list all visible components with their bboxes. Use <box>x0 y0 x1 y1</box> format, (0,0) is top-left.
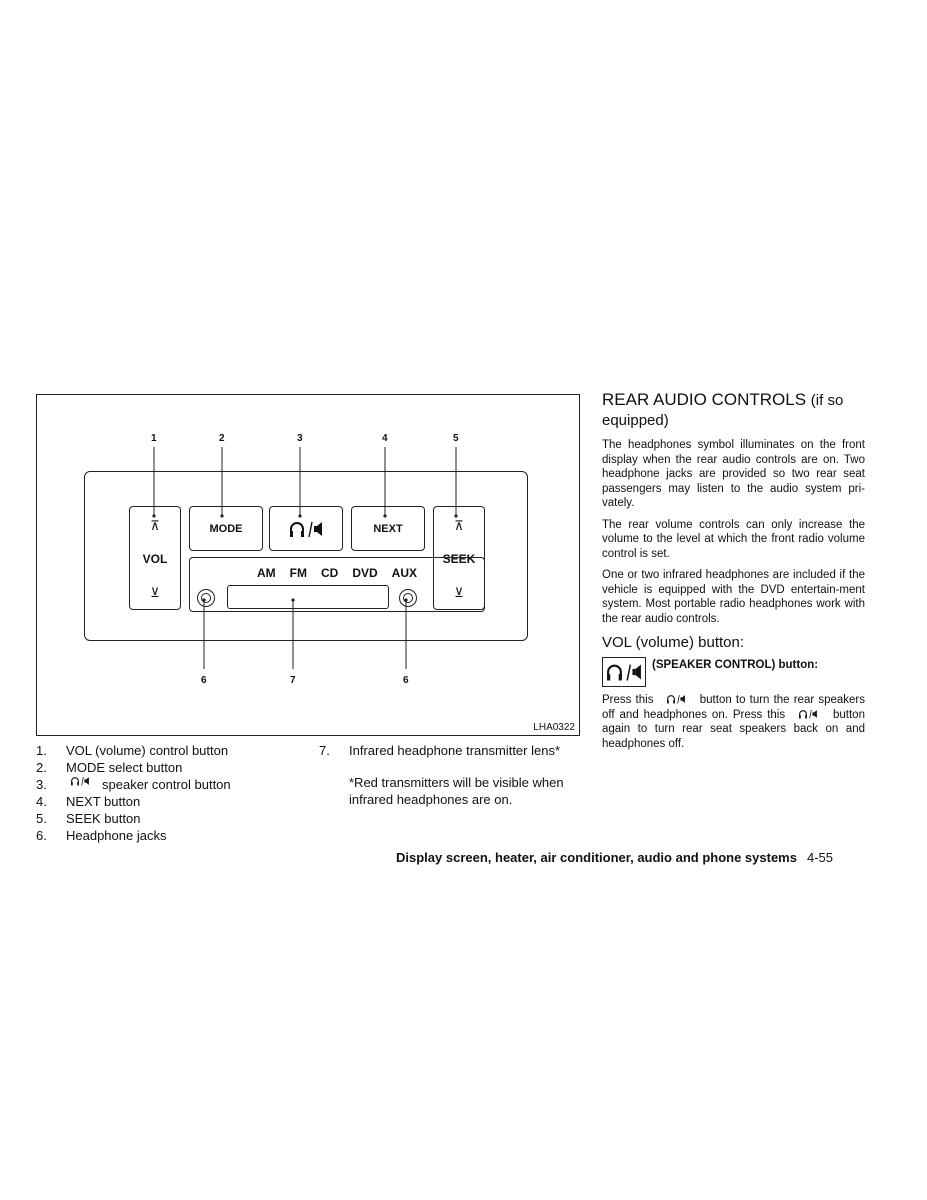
list-item: 6. Headphone jacks <box>36 828 167 843</box>
headphone-speaker-icon <box>666 694 686 704</box>
list-item: 3. speaker control button <box>36 777 231 792</box>
headphone-speaker-icon <box>70 776 90 786</box>
mode-label: MODE <box>209 522 243 535</box>
legend-list-left <box>36 742 231 844</box>
page-footer <box>396 850 833 865</box>
page-number: 4-55 <box>806 850 833 865</box>
headphone-speaker-icon <box>606 662 642 682</box>
legend-list-right <box>319 742 560 759</box>
speaker-paragraph: Press this button to turn the rear speakers off and headphones on. Press this button again to turn rear seat speakers back on and headphones off. <box>602 694 865 750</box>
callout-7: 7 <box>290 675 296 686</box>
headphone-speaker-icon <box>798 709 818 719</box>
paragraph: The headphones symbol illuminates on the front display when the rear audio controls are on. Two headphone jacks are provided so two rear seat passengers may listen to the audio system pri-vately. <box>602 439 865 509</box>
callout-2: 2 <box>219 433 225 444</box>
footer-section-title: Display screen, heater, air conditioner, audio and phone systems <box>396 850 797 865</box>
callout-1: 1 <box>151 433 157 444</box>
list-item: 2. MODE select button <box>36 760 183 775</box>
display-area <box>189 557 485 612</box>
list-item: 7. Infrared headphone transmitter lens* <box>319 743 561 758</box>
next-label: NEXT <box>373 522 403 535</box>
mode-am: AM <box>256 566 276 580</box>
mode-dvd: DVD <box>352 566 378 580</box>
speaker-heading: (SPEAKER CONTROL) button: <box>652 659 819 671</box>
vol-heading: VOL (volume) button: <box>602 634 745 651</box>
transmitter-note: *Red transmitters will be visible when infrared headphones are on. <box>349 775 564 807</box>
seek-label: SEEK <box>442 552 476 566</box>
speaker-control-button[interactable] <box>269 506 343 551</box>
mode-aux: AUX <box>391 566 418 580</box>
vol-label: VOL <box>142 552 168 566</box>
rear-audio-controls-figure <box>36 394 580 736</box>
figure-code: LHA0322 <box>533 722 575 733</box>
headphone-jack-left[interactable] <box>197 589 215 607</box>
callout-6-right: 6 <box>403 675 409 686</box>
up-arrow-icon: ⊼ <box>150 518 160 533</box>
seek-down-arrow-icon: ⊻ <box>454 585 464 600</box>
list-item: 5. SEEK button <box>36 811 141 826</box>
rear-audio-section <box>602 390 865 758</box>
callout-3: 3 <box>297 433 303 444</box>
rear-audio-panel <box>84 471 528 641</box>
paragraph: The rear volume controls can only increase the volume to the level at which the front radio volume control is set. <box>602 518 865 560</box>
mode-button[interactable] <box>189 506 263 551</box>
down-arrow-icon: ⊻ <box>150 585 160 600</box>
headphone-speaker-icon <box>289 520 323 538</box>
callout-5: 5 <box>453 433 459 444</box>
speaker-control-symbol <box>602 657 646 687</box>
vol-button[interactable] <box>129 506 181 610</box>
infrared-lens <box>227 585 389 609</box>
mode-cd: CD <box>320 566 339 580</box>
callout-4: 4 <box>382 433 388 444</box>
seek-up-arrow-icon: ⊼ <box>454 518 464 533</box>
section-title: REAR AUDIO CONTROLS (if so equipped) <box>602 390 844 429</box>
headphone-jack-right[interactable] <box>399 589 417 607</box>
list-item: 1. VOL (volume) control button <box>36 743 229 758</box>
next-button[interactable] <box>351 506 425 551</box>
mode-fm: FM <box>289 566 307 580</box>
speaker-heading-row <box>602 657 865 687</box>
callout-6-left: 6 <box>201 675 207 686</box>
list-item: 4. NEXT button <box>36 794 141 809</box>
paragraph: One or two infrared headphones are included if the vehicle is equipped with the DVD entertain-ment system. Most portable radio headphones work with the rear audio controls. <box>602 569 865 625</box>
mode-indicators <box>190 566 484 580</box>
